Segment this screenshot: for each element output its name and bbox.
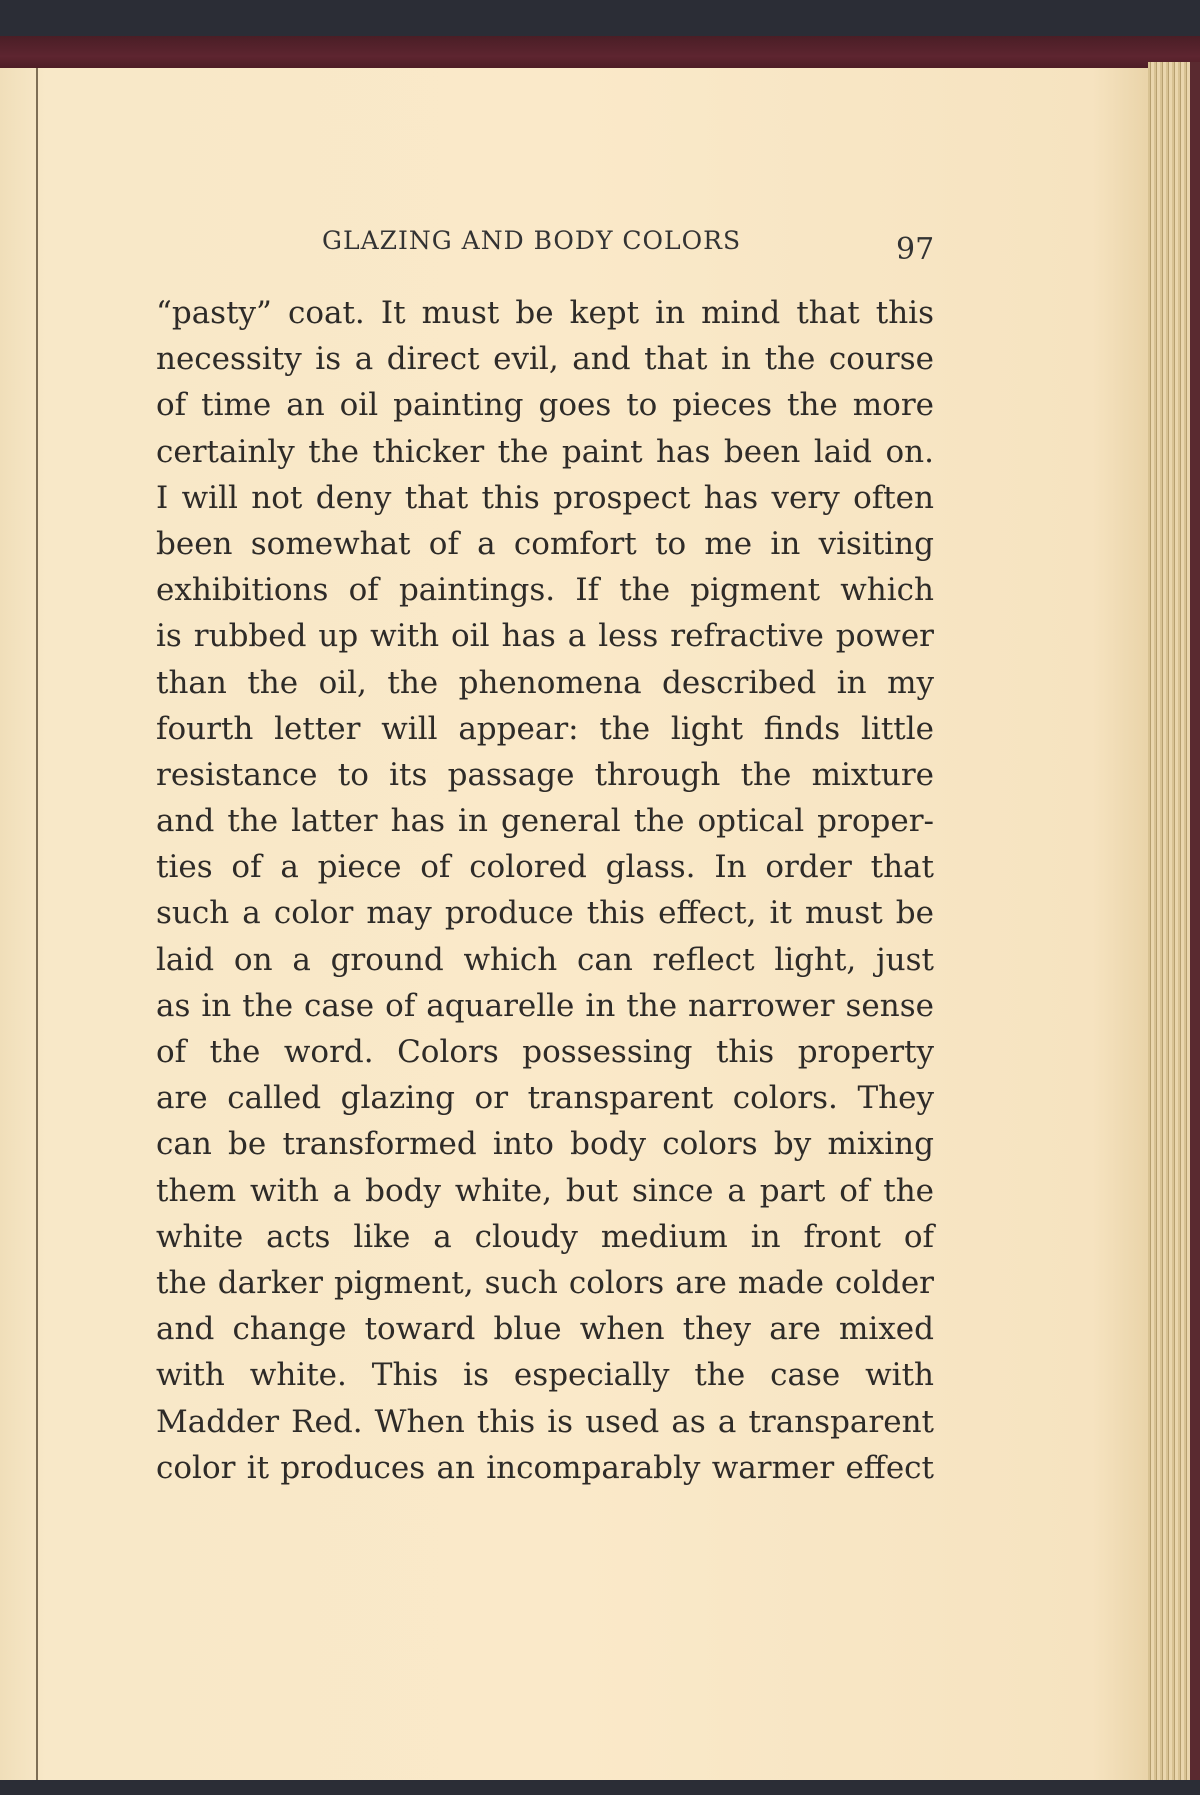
text-line: is rubbed up with oil has a less refractive power: [156, 618, 934, 655]
text-line: “pasty” coat. It must be kept in mind that this: [156, 295, 934, 331]
text-line: and the latter has in general the optical proper-: [156, 803, 934, 840]
text-line: Madder Red. When this is used as a transparent: [156, 1403, 934, 1440]
text-line: laid on a ground which can reflect light, just: [156, 941, 934, 978]
text-line: as in the case of aquarelle in the narrower sense: [156, 987, 934, 1024]
text-line: can be transformed into body colors by mixing: [156, 1126, 934, 1163]
text-line: than the oil, the phenomena described in my: [156, 664, 934, 701]
running-header: GLAZING AND BODY COLORS: [322, 226, 742, 255]
page-number: 97: [896, 232, 935, 267]
text-line: certainly the thicker the paint has been laid on.: [156, 433, 934, 470]
text-line: I will not deny that this prospect has very often: [156, 479, 934, 516]
text-line: them with a body white, but since a part of the: [156, 1172, 934, 1209]
text-line: of time an oil painting goes to pieces the more: [156, 387, 934, 424]
text-line: the darker pigment, such colors are made colder: [156, 1264, 934, 1301]
text-line: color it produces an incomparably warmer effect: [156, 1449, 934, 1486]
back-cover-edge: [1190, 62, 1200, 1780]
page-gutter: [36, 68, 38, 1780]
text-line: and change toward blue when they are mixed: [156, 1311, 934, 1348]
text-line: with white. This is especially the case with: [156, 1357, 934, 1394]
text-line: are called glazing or transparent colors. They: [156, 1080, 934, 1117]
text-line: resistance to its passage through the mixture: [156, 756, 934, 793]
book-cover-cloth: [0, 0, 1200, 38]
text-line: such a color may produce this effect, it must be: [156, 895, 934, 932]
text-line: fourth letter will appear: the light finds little: [156, 710, 934, 747]
text-line: of the word. Colors possessing this property: [156, 1034, 934, 1070]
text-line: exhibitions of paintings. If the pigment which: [156, 572, 934, 609]
book-cover-cloth-bottom: [0, 1780, 1200, 1795]
text-line: ties of a piece of colored glass. In order that: [156, 849, 934, 886]
text-line: necessity is a direct evil, and that in the course: [156, 341, 934, 378]
body-text: [156, 290, 934, 1491]
book-cover-edge: [0, 36, 1200, 70]
text-line: white acts like a cloudy medium in front of: [156, 1218, 934, 1255]
text-line: been somewhat of a comfort to me in visiting: [156, 525, 934, 562]
